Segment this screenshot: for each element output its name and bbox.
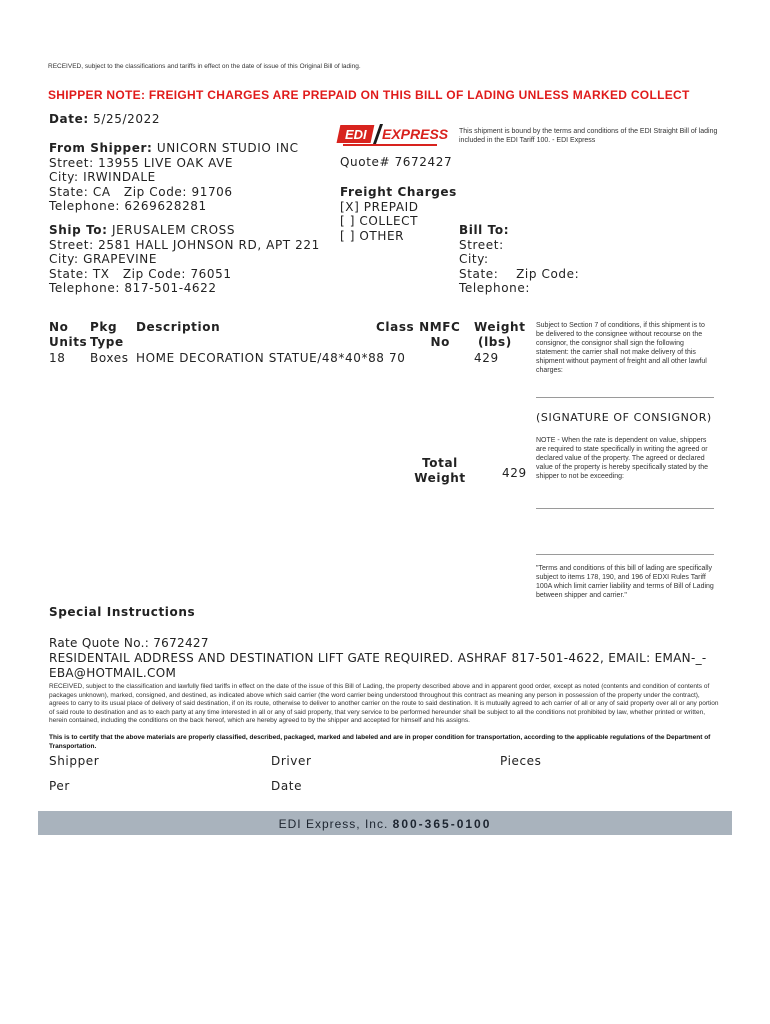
col-class-line2: No xyxy=(430,334,450,349)
from-street: 13955 LIVE OAK AVE xyxy=(98,155,234,170)
ship-to-phone-label: Telephone: xyxy=(49,281,120,295)
ship-to-street-label: Street: xyxy=(49,237,94,252)
quote-row xyxy=(340,155,452,170)
bill-to-city-label: City: xyxy=(459,252,489,266)
col-pkg-line2: Type xyxy=(90,334,124,349)
terms-note: This shipment is bound by the terms and conditions of the EDI Straight Bill of lading included in the EDI Tariff 100. - EDI Express xyxy=(459,128,718,144)
date-row xyxy=(49,112,160,127)
special-instructions-body xyxy=(49,636,707,681)
tariff-note: "Terms and conditions of this bill of lading are specifically subject to items 178, 190, and 196 of EDXI Rules Tariff 100A which limit carrier liability and terms of Bill of Lading between shipper and carrier." xyxy=(536,565,714,599)
ship-to-city: GRAPEVINE xyxy=(83,252,158,266)
bill-to-block xyxy=(459,223,579,296)
signoff-shipper: Shipper xyxy=(49,754,100,768)
from-zip: 91706 xyxy=(191,184,233,199)
col-no-header xyxy=(49,320,87,349)
ship-to-label: Ship To: xyxy=(49,223,108,237)
from-state: CA xyxy=(92,184,111,199)
col-pkg-line1: Pkg xyxy=(90,320,118,334)
from-name: UNICORN STUDIO INC xyxy=(156,141,299,155)
ship-to-name: JERUSALEM CROSS xyxy=(111,223,236,237)
from-shipper-block xyxy=(49,141,299,214)
row-desc: HOME DECORATION STATUE/48*40*88 70 xyxy=(136,351,406,365)
col-no-line2: Units xyxy=(49,334,88,349)
signoff-per: Per xyxy=(49,779,70,793)
ship-to-block xyxy=(49,223,320,296)
bill-to-label: Bill To: xyxy=(459,223,510,237)
col-desc-header: Description xyxy=(136,320,221,334)
freight-charges-block xyxy=(340,185,457,243)
total-weight-value: 429 xyxy=(502,466,527,480)
footer-company: EDI Express, Inc. xyxy=(278,817,389,831)
special-line-3: EBA@HOTMAIL.COM xyxy=(49,666,177,680)
from-city-label: City: xyxy=(49,170,79,184)
section7-note: Subject to Section 7 of conditions, if this shipment is to be delivered to the consignee without recourse on the consignor, the consignor shall sign the following statement: the carrier shall not make delivery of this shipment without payment of freight and all other lawful charges: xyxy=(536,322,707,374)
total-label-line2: Weight xyxy=(414,470,466,485)
logo-graphic xyxy=(340,122,449,148)
from-phone: 6269628281 xyxy=(124,199,207,213)
total-label-line1: Total xyxy=(422,456,458,470)
col-weight-line1: Weight xyxy=(474,320,526,334)
bill-to-street-label: Street: xyxy=(459,237,504,252)
bill-to-zip-label: Zip Code: xyxy=(516,266,580,281)
col-weight-header xyxy=(474,320,526,349)
from-street-label: Street: xyxy=(49,155,94,170)
signoff-date: Date xyxy=(271,779,303,793)
col-class-header xyxy=(376,320,461,349)
from-city: IRWINDALE xyxy=(83,170,156,184)
tariff-divider-line xyxy=(536,554,714,555)
freight-label: Freight Charges xyxy=(340,185,457,199)
from-label: From Shipper: xyxy=(49,141,153,155)
received-line: RECEIVED, subject to the classifications and tariffs in effect on the date of issue of this Original Bill of lading. xyxy=(48,63,361,70)
table-row xyxy=(49,351,65,366)
legal-text: RECEIVED, subject to the classification and lawfully filed tariffs in effect on the date of the issue of this Bill of Lading, the property described above and in apparent good order, except as noted (contents and condition of contents of packages unknown), marked, consigned, and destined, as indicated above which said carrier (the word carrier being understood throughout this contract as meaning any person in possession of the property under the contract), agrees to carry to its usual place of delivery of said destination, if on its route, otherwise to deliver to another carrier on the route to said destination. It is mutually agreed to ach carrier of all or any of said property over all or any portion of said route to destination and as to each party at any time interested in all or any of said property, that very service to be performed hereunder shall be subject to all the conditions not prohibited by law, whether printed or written, herein contained, including the conditions on the back hereof, which are hereby agreed to by the shipper and accepted for himself and his assigns. xyxy=(49,683,719,724)
from-state-label: State: xyxy=(49,184,89,199)
signature-label: (SIGNATURE OF CONSIGNOR) xyxy=(536,411,712,424)
row-weight: 429 xyxy=(474,351,499,365)
total-weight-label xyxy=(410,456,470,485)
signoff-pieces: Pieces xyxy=(500,754,542,768)
footer-text xyxy=(38,811,732,837)
freight-option-other: [ ] OTHER xyxy=(340,228,405,243)
quote-value: 7672427 xyxy=(394,155,453,169)
edi-express-logo xyxy=(340,122,449,148)
svg-text:EXPRESS: EXPRESS xyxy=(382,126,449,142)
row-pkg: Boxes xyxy=(90,351,129,365)
date-value: 5/25/2022 xyxy=(93,112,161,126)
ship-to-state: TX xyxy=(92,266,110,281)
special-line-2: RESIDENTAIL ADDRESS AND DESTINATION LIFT GATE REQUIRED. ASHRAF 817-501-4622, EMAIL: EMAN-_- xyxy=(49,651,707,665)
bill-to-phone-label: Telephone: xyxy=(459,281,530,295)
consignor-signature-line xyxy=(536,397,714,398)
col-class-line1: Class NMFC xyxy=(376,320,461,334)
from-zip-label: Zip Code: xyxy=(123,184,188,199)
svg-text:EDI: EDI xyxy=(345,127,367,142)
ship-to-zip: 76051 xyxy=(190,266,232,281)
footer-phone: 800-365-0100 xyxy=(392,817,492,831)
row-units: 18 xyxy=(49,351,66,365)
footer-band xyxy=(38,811,732,835)
col-no-line1: No xyxy=(49,320,69,334)
signoff-driver: Driver xyxy=(271,754,312,768)
special-line-1: Rate Quote No.: 7672427 xyxy=(49,636,209,650)
freight-option-collect: [ ] COLLECT xyxy=(340,214,419,228)
quote-label: Quote# xyxy=(340,155,391,169)
value-note: NOTE - When the rate is dependent on value, shippers are required to state specifically in writing the agreed or declared value of the property. The agreed or declared value of the property is hereby specifically stated by the shipper to not be exceeding: xyxy=(536,437,708,480)
ship-to-street: 2581 HALL JOHNSON RD, APT 221 xyxy=(98,237,320,252)
certify-text: This is to certify that the above materials are properly classified, described, packaged, marked and labeled and are in proper condition for transportation, according to the applicable regulations of the Department of Transportation. xyxy=(49,734,711,750)
ship-to-city-label: City: xyxy=(49,252,79,266)
bill-to-state-label: State: xyxy=(459,266,499,281)
declared-value-line xyxy=(536,508,714,509)
freight-option-prepaid: [X] PREPAID xyxy=(340,199,419,214)
date-label: Date: xyxy=(49,112,89,126)
special-instructions-label: Special Instructions xyxy=(49,605,196,619)
shipper-note: SHIPPER NOTE: FREIGHT CHARGES ARE PREPAID ON THIS BILL OF LADING UNLESS MARKED COLLECT xyxy=(48,88,690,102)
ship-to-phone: 817-501-4622 xyxy=(124,281,217,295)
col-pkg-header xyxy=(90,320,124,349)
ship-to-zip-label: Zip Code: xyxy=(122,266,187,281)
col-weight-line2: (lbs) xyxy=(478,334,512,349)
ship-to-state-label: State: xyxy=(49,266,89,281)
from-phone-label: Telephone: xyxy=(49,199,120,213)
